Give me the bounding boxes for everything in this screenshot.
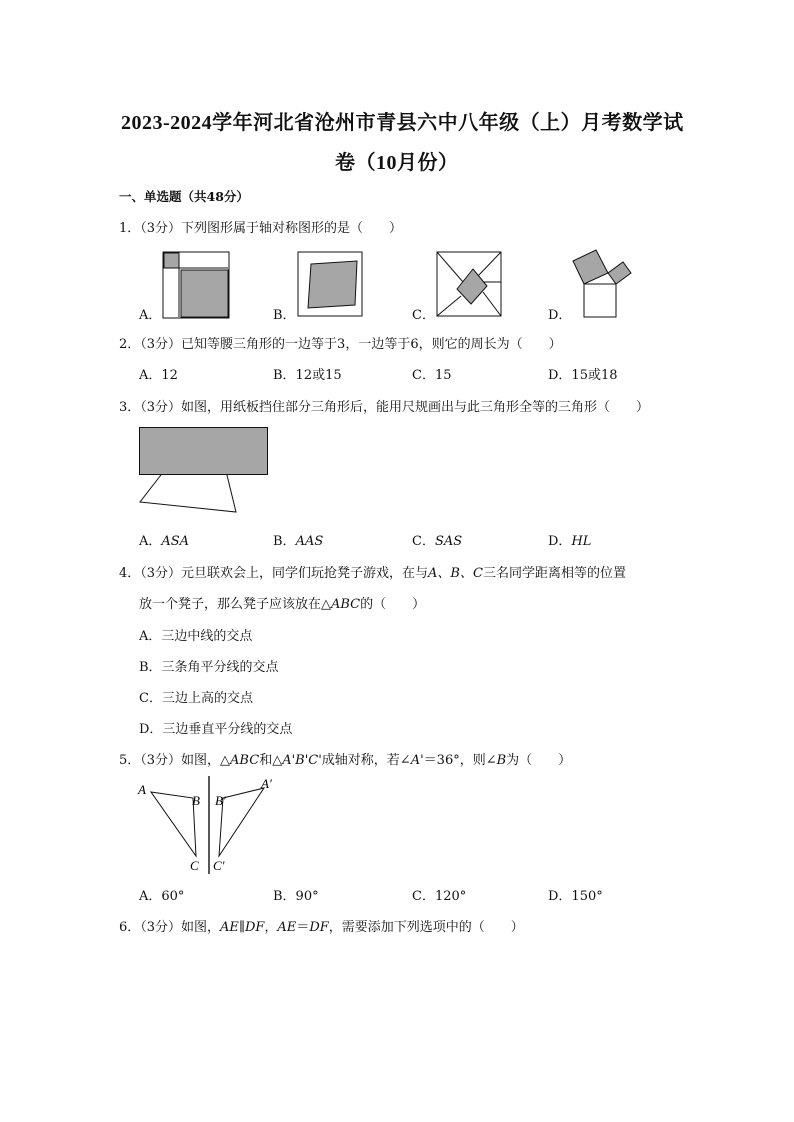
q1-option-a: A． — [139, 308, 162, 323]
q2-option-d: D．15或18 — [548, 368, 618, 383]
q5-option-c: C．120° — [412, 889, 467, 904]
q5-option-a: A．60° — [139, 889, 185, 904]
q3-option-b-term: AAS — [295, 534, 324, 549]
q1-option-c: C． — [412, 308, 435, 323]
q5-triangle-abc — [151, 792, 196, 856]
q5-label-a: A — [138, 782, 146, 797]
q2-option-a: A．12 — [139, 368, 178, 383]
q2-option-c: C．15 — [412, 368, 452, 383]
q5-option-d: D．150° — [548, 889, 603, 904]
q3-figure — [138, 426, 272, 516]
q1a-large-shaded-rect — [181, 270, 228, 317]
q5-label-a-prime: A′ — [261, 776, 272, 791]
q5-label-c: C — [190, 858, 199, 873]
q1d-right-shaded-square — [608, 262, 631, 284]
q3-option-d: D．HL — [548, 534, 592, 549]
q1-figure-d — [568, 244, 636, 320]
q3-option-d-term: HL — [571, 534, 592, 549]
q4-option-a: A．三边中线的交点 — [139, 629, 253, 644]
page-title-line1: 2023-2024学年河北省沧州市青县六中八年级（上）月考数学试 — [121, 112, 684, 134]
question-5-stem: 5．（3分）如图，△ABC和△A'B'C'成轴对称，若∠A'＝36°，则∠B为（ ） — [119, 753, 572, 768]
question-3-stem: 3．（3分）如图，用纸板挡住部分三角形后，能用尺规画出与此三角形全等的三角形（ ） — [119, 400, 650, 415]
q1b-rotated-shaded-square — [308, 261, 357, 308]
question-4-stem-line2: 放一个凳子，那么凳子应该放在△ABC的（ ） — [139, 597, 426, 612]
q1c-center-shaded-square — [457, 269, 487, 304]
q5-label-b-prime: B′ — [215, 793, 226, 808]
q1d-left-shaded-square — [573, 250, 608, 284]
q3-option-c-term: SAS — [434, 534, 463, 549]
q3-option-c: C．SAS — [412, 534, 463, 549]
q1-figure-c — [435, 250, 503, 320]
q3-cardboard — [140, 428, 268, 475]
q1-figure-a — [160, 250, 232, 320]
q1-option-b: B． — [273, 308, 296, 323]
q1a-small-shaded-square — [164, 253, 179, 268]
q4-abc-letters: A、B、C — [428, 566, 483, 581]
q3-option-b: B．AAS — [273, 534, 324, 549]
q5-label-b: B — [192, 793, 200, 808]
q2-option-b: B．12或15 — [273, 368, 342, 383]
q3-option-a-term: ASA — [161, 534, 190, 549]
q1-option-d: D． — [548, 308, 572, 323]
q5-option-b: B．90° — [273, 889, 319, 904]
q4-option-d: D．三边垂直平分线的交点 — [139, 722, 293, 737]
q3-option-a: A．ASA — [139, 534, 190, 549]
question-4-stem-line1: 4．（3分）元旦联欢会上，同学们玩抢凳子游戏，在与A、B、C三名同学距离相等的位置 — [119, 566, 626, 581]
section-header: 一、单选题（共48分） — [119, 189, 249, 204]
q4-option-c: C．三边上高的交点 — [139, 691, 253, 706]
q5-figure — [136, 772, 286, 882]
question-1-stem: 1．（3分）下列图形属于轴对称图形的是（ ） — [119, 221, 403, 236]
q4-option-b: B．三条角平分线的交点 — [139, 660, 279, 675]
q5-label-c-prime: C′ — [213, 858, 225, 873]
q3-hidden-triangle — [140, 471, 236, 512]
q1-figure-b — [296, 250, 364, 320]
page-title-line2: 卷（10月份） — [335, 152, 459, 174]
question-6-stem: 6．（3分）如图，AE∥DF，AE＝DF，需要添加下列选项中的（ ） — [119, 920, 524, 935]
question-2-stem: 2．（3分）已知等腰三角形的一边等于3，一边等于6，则它的周长为（ ） — [119, 337, 562, 352]
